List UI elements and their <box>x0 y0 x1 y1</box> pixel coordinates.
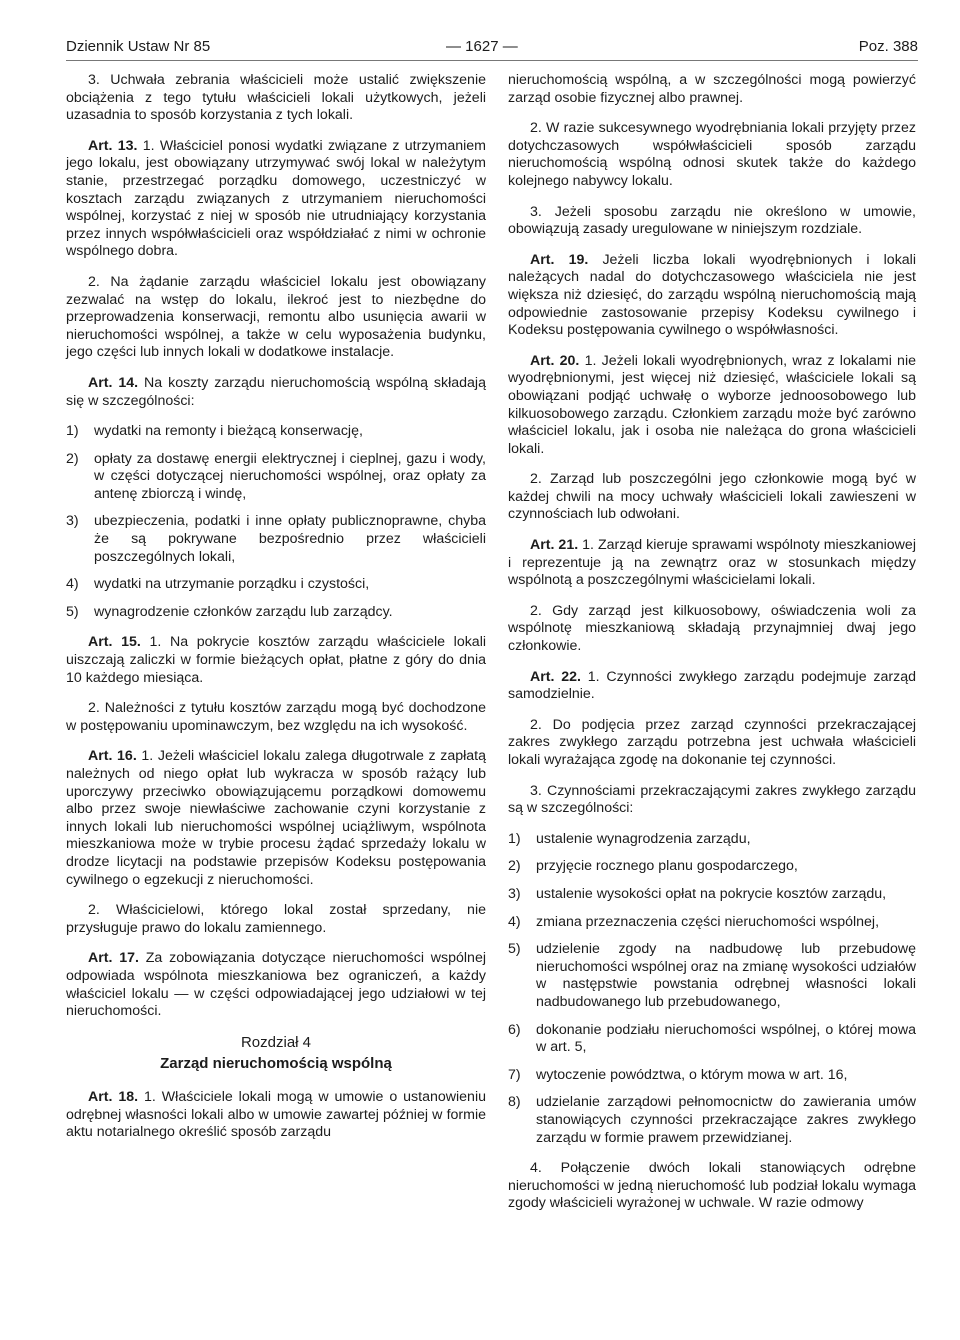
paragraph-text: 1. Jeżeli lokali wyodrębnionych, wraz z lokalami nie wyodrębnionymi, jest więcej niż dziesięć, właściciele lokali są obowiązani podjąć uchwałę o wyborze jednoosobowego lub kilkuosobowego zarządu. Członkiem zarządu może być zarówno właściciel lokalu, jak i osoba nie należąca do grona właścicieli lokali. <box>508 352 916 457</box>
journal-title: Dziennik Ustaw Nr 85 <box>66 38 211 55</box>
list-item <box>508 886 916 904</box>
list-item <box>508 941 916 1011</box>
list-text: wynagrodzenie członków zarządu lub zarządcy. <box>94 603 393 620</box>
list-text: ubezpieczenia, podatki i inne opłaty publicznoprawne, chyba że są pokrywane bezpośrednio przez właścicieli poszczególnych lokali, <box>94 513 486 565</box>
paragraph: 3. Jeżeli sposobu zarządu nie określono w umowie, obowiązują zasady uregulowane w niniejszym rozdziale. <box>508 203 916 238</box>
paragraph: 2. Należności z tytułu kosztów zarządu mogą być dochodzone w postępowaniu upominawczym, bez względu na ich wysokość. <box>66 700 486 734</box>
list-item <box>66 451 486 504</box>
article-13 <box>66 138 486 261</box>
paragraph-text: 1. Jeżeli właściciel lokalu zalega długotrwale z zapłatą należnych od niego opłat lub wykracza w sposób rażący lub uporczywy przeciwko obowiązującemu porządkowi domowemu albo przez swoje niewłaściwe zachowanie czyni korzystanie z innych lokali lub nieruchomości wspólnej uciążliwym, wspólnota mieszkaniowa może w trybie procesu żądać sprzedaży lokalu w drodze licytacji na podstawie przepisów Kodeksu postępowania cywilnego o egzekucji z nieruchomości. <box>66 748 486 888</box>
list-item <box>508 858 916 876</box>
article-heading: Art. 19. <box>530 251 589 268</box>
paragraph: 2. Zarząd lub poszczególni jego członkowie mogą być w każdej chwili na mocy uchwały właścicieli lokali zawieszeni w czynnościach lub odwołani. <box>508 471 916 523</box>
paragraph: 2. Właścicielowi, którego lokal został sprzedany, nie przysługuje prawo do lokalu zamiennego. <box>66 902 486 936</box>
list-text: ustalenie wynagrodzenia zarządu, <box>536 830 751 847</box>
chapter-label: Rozdział 4 <box>240 1033 312 1051</box>
list-item <box>508 831 916 849</box>
paragraph-text: 1. Właściciele lokali mogą w umowie o ustanowieniu odrębnej własności lokali albo w umowie zawartej później w formie aktu notarialnego określić sposób zarządu <box>66 1088 486 1141</box>
list-number: 4) <box>508 913 521 930</box>
article-19 <box>508 252 916 340</box>
article-heading: Art. 21. <box>530 537 579 554</box>
paragraph: 4. Połączenie dwóch lokali stanowiących odrębne nieruchomości w jedną nieruchomość lub podział lokalu wymaga zgody właścicieli wyrażonej w uchwale. W razie odmowy <box>508 1160 916 1212</box>
paragraph-text: 1. Właściciel ponosi wydatki związane z utrzymaniem jego lokalu, jest obowiązany utrzymywać swój lokal w należytym stanie, przestrzegać porządku domowego, uczestniczyć w kosztach zarządu związanych z utrzymaniem nieruchomości wspólnej, korzystać z niej w sposób nie utrudniający korzystania przez innych współwłaścicieli oraz współdziałać z nimi w ochronie wspólnego dobra. <box>66 137 486 260</box>
article-heading: Art. 15. <box>88 634 141 651</box>
paragraph-text: 1. Zarząd kieruje sprawami wspólnoty mieszkaniowej i reprezentuje ją na zewnątrz oraz w stosunkach między wspólnotą a poszczególnymi właścicielami lokali. <box>508 537 916 589</box>
paragraph-text: 1. Czynności zwykłego zarządu podejmuje zarząd samodzielnie. <box>508 668 916 703</box>
article-heading: Art. 22. <box>530 668 581 685</box>
right-column <box>508 72 916 1226</box>
article-heading: Art. 13. <box>88 137 138 154</box>
list-item <box>66 604 486 622</box>
list-text: zmiana przeznaczenia części nieruchomości wspólnej, <box>536 913 880 930</box>
list-text: dokonanie podziału nieruchomości wspólnej, o której mowa w art. 5, <box>536 1021 916 1056</box>
list-item <box>66 423 486 441</box>
article-heading: Art. 20. <box>530 352 580 369</box>
article-heading: Art. 18. <box>88 1088 139 1105</box>
paragraph: 2. W razie sukcesywnego wyodrębniania lokali przyjęty przez dotychczasowych współwłaścicieli sposób zarządu nieruchomością wspólną odnosi skutek także do każdego kolejnego nabywcy lokalu. <box>508 120 916 189</box>
article-14 <box>66 375 486 410</box>
article-22-list <box>508 831 916 1147</box>
article-22 <box>508 669 916 704</box>
list-text: wydatki na remonty i bieżącą konserwację, <box>94 423 363 440</box>
list-item <box>508 1094 916 1147</box>
article-17 <box>66 950 486 1020</box>
list-text: ustalenie wysokości opłat na pokrycie kosztów zarządu, <box>536 885 887 902</box>
list-item <box>66 576 486 594</box>
article-heading: Art. 16. <box>88 748 137 765</box>
list-number: 3) <box>66 513 79 530</box>
list-text: opłaty za dostawę energii elektrycznej i cieplnej, gazu i wody, w części dotyczącej nieruchomości wspólnej, oraz opłaty za antenę zbiorczą i windę, <box>94 450 486 502</box>
list-number: 1) <box>508 830 521 847</box>
left-column <box>66 72 486 1155</box>
paragraph-text: Za zobowiązania dotyczące nieruchomości wspólnej odpowiada wspólnota mieszkaniowa bez ograniczeń, a każdy właściciel lokalu — w części odpowiadającej jego udziałowi w tej nieruchomości. <box>66 950 486 1020</box>
list-number: 7) <box>508 1066 521 1083</box>
article-21 <box>508 537 916 590</box>
paragraph-text: Na koszty zarządu nieruchomością wspólną składają się w szczególności: <box>66 374 486 409</box>
list-number: 3) <box>508 885 521 902</box>
list-item <box>508 1022 916 1057</box>
article-15 <box>66 634 486 687</box>
page-number: — 1627 — <box>446 38 518 55</box>
list-item <box>508 914 916 932</box>
chapter-title: Zarząd nieruchomością wspólną <box>160 1055 392 1073</box>
paragraph: 2. Na żądanie zarządu właściciel lokalu jest obowiązany zezwalać na wstęp do lokalu, ilekroć jest to niezbędne do przeprowadzenia konserwacji, remontu albo usunięcia awarii w nieruchomości wspólnej, a także w celu wyposażenia budynku, jego części lub innych lokali w dodatkowe instalacje. <box>66 273 486 361</box>
article-14-list <box>66 423 486 621</box>
article-16 <box>66 748 486 889</box>
list-text: udzielanie zarządowi pełnomocnictw do zawierania umów stanowiących czynności przekraczające zakres zwykłego zarządu w formie prawem przewidzianej. <box>536 1094 916 1146</box>
list-item <box>66 513 486 566</box>
paragraph-text: Jeżeli liczba lokali wyodrębnionych i lokali należących nadal do dotychczasowego właściciela nie jest większa niż dziesięć, do zarządu wspólną nieruchomością mają odpowiednie zastosowanie przepisy Kodeksu cywilnego i Kodeksu postępowania cywilnego o współwłasności. <box>508 251 916 339</box>
list-text: wytoczenie powództwa, o którym mowa w art. 16, <box>536 1066 848 1083</box>
list-text: wydatki na utrzymanie porządku i czystości, <box>94 576 370 593</box>
paragraph: 3. Uchwała zebrania właścicieli może ustalić zwiększenie obciążenia z tego tytułu właścicieli lokali użytkowych, jeżeli uzasadnia to sposób korzystania z tych lokali. <box>66 72 486 124</box>
list-number: 2) <box>508 858 521 875</box>
list-number: 6) <box>508 1021 521 1038</box>
position-number: Poz. 388 <box>858 38 918 55</box>
list-number: 5) <box>66 603 79 620</box>
list-number: 4) <box>66 576 79 593</box>
running-header <box>66 38 918 61</box>
paragraph-text: 1. Na pokrycie kosztów zarządu właściciele lokali uiszczają zaliczki w formie bieżących opłat, płatne z góry do dnia 10 każdego miesiąca. <box>66 634 486 686</box>
paragraph: 3. Czynnościami przekraczającymi zakres zwykłego zarządu są w szczególności: <box>508 782 916 817</box>
list-number: 2) <box>66 450 79 467</box>
list-text: udzielenie zgody na nadbudowę lub przebudowę nieruchomości wspólnej oraz na zmianę wysokości udziałów w następstwie powstania odrębnej własności lokali nadbudowanego lub przebudowanego, <box>536 941 916 1010</box>
paragraph: nieruchomością wspólną, a w szczególności mogą powierzyć zarząd osobie fizycznej albo prawnej. <box>508 72 916 106</box>
list-number: 1) <box>66 423 79 440</box>
list-text: przyjęcie rocznego planu gospodarczego, <box>536 858 798 875</box>
article-heading: Art. 14. <box>88 374 139 391</box>
article-heading: Art. 17. <box>88 950 139 967</box>
list-number: 5) <box>508 941 521 958</box>
list-item <box>508 1067 916 1085</box>
paragraph: 2. Gdy zarząd jest kilkuosobowy, oświadczenia woli za wspólnotę mieszkaniową składają przynajmniej dwaj jego członkowie. <box>508 602 916 655</box>
list-number: 8) <box>508 1094 521 1111</box>
article-20 <box>508 353 916 459</box>
paragraph: 2. Do podjęcia przez zarząd czynności przekraczającej zakres zwykłego zarządu potrzebna jest uchwała właścicieli lokali wyrażająca zgodę na dokonanie tej czynności. <box>508 716 916 768</box>
article-18 <box>66 1089 486 1142</box>
